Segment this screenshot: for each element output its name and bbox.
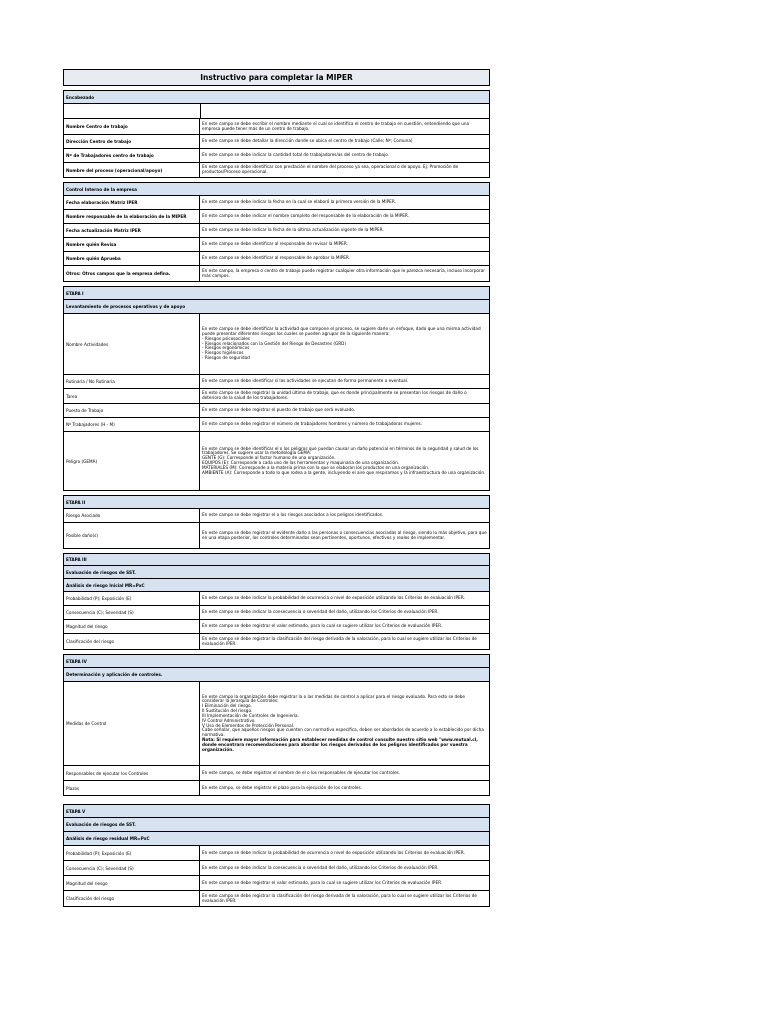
row-label: Posible daño(s) [64, 523, 200, 548]
table-row [63, 210, 490, 224]
table-row [63, 592, 490, 606]
row-label: Nº de Trabajadores centro de trabajo [64, 149, 200, 162]
table-row [63, 861, 490, 876]
row-label: Clasificación del riesgo [64, 891, 200, 906]
etapa-2-section [63, 495, 490, 549]
table-row [63, 682, 490, 766]
table-row [63, 620, 490, 634]
table-row [63, 252, 490, 266]
row-description: En este campo se debe identificar con prestación el nombre del proceso ya sea, operacional o de apoyo. Ej: Promoción de productos/Proceso operacional. [202, 164, 459, 174]
table-row [63, 266, 490, 282]
row-description: En este campo se debe identificar la actividad que compone el proceso, se sugiere darle un enfoque, dado que una misma actividad puede presentar diferentes riesgos los cuales se pueden agrupar de la siguiente manera: - Riesgos psicosociales - Riesgos relacionados con la Gestión del Riesgo de Desastres (GRD) - Riesgos ergonómicos - Riesgos higiénicos - Riesgos de seguridad [202, 326, 481, 361]
row-label: Fecha elaboración Matriz IPER [64, 196, 200, 209]
row-description: En este campo se debe indicar la fecha de la última actualización vigente de la MIPER. [202, 227, 384, 233]
row-label: Nombre responsable de la elaboración de la MIPER [64, 210, 200, 223]
table-row [63, 509, 490, 523]
row-label: Probabilidad (P); Exposición (E) [64, 592, 200, 605]
row-description [200, 682, 489, 765]
table-row [63, 432, 490, 491]
table-row [63, 523, 490, 549]
row-label: Consecuencia (C); Severidad (S) [64, 606, 200, 619]
row-description: En este campo se debe registrar el evidente daño a las personas o consecuencias asociadas al riesgo, siendo lo más objetivo, para que en una etapa posterior, los controles determinados sean pertinentes, oportunos, efectivos y reales de implementar. [202, 529, 487, 540]
row-description: En este campo se debe registrar el valor estimado, para lo cual se sugiere utilizar los Criterios de evaluación IPER. [202, 879, 443, 885]
table-row [63, 891, 490, 907]
etapa-3-section [63, 553, 490, 650]
row-label: Probabilidad (P); Exposición (E) [64, 846, 200, 860]
table-row [63, 418, 490, 432]
table-row [63, 196, 490, 210]
row-label: Nombre Actividades [64, 314, 200, 374]
section-header: Control Interno de la empresa [63, 182, 490, 196]
table-row [63, 149, 490, 163]
section-header: Encabezado [63, 90, 490, 104]
section-header: ETAPA III [63, 553, 490, 566]
row-label: Puesto de Trabajo [64, 404, 200, 417]
table-row [63, 634, 490, 650]
row-description: En este campo se debe indicar la consecuencia o severidad del daño, utilizando los Criterios de evaluación IPER. [202, 609, 439, 615]
row-label: Dirección Centro de trabajo [64, 135, 200, 148]
etapa-5-section [63, 804, 490, 907]
row-label: Nº Trabajadores (H - M) [64, 418, 200, 431]
row-description: En este campo se debe registrar la unidad última de trabajo, que es donde principalmente se presentan los riesgos de daño o deterioro de la salud de los trabajadores. [202, 390, 467, 400]
row-label: Tarea [64, 389, 200, 403]
section-header: ETAPA IV [63, 654, 490, 668]
row-label: Nombre quién Aprueba [64, 252, 200, 265]
row-description: En este campo se debe registrar el número de trabajadores hombres y número de trabajadoras mujeres. [202, 421, 423, 427]
section-header: ETAPA V [63, 804, 490, 818]
control-measures-note: Nota: Si requiere mayor información para establecer medidas de control consulte nuestro sitio web "www.mutual.cl, donde encontrara recomendaciones para abordar los riesgos derivados de los peligros identificados por vuestra organización. [202, 736, 478, 752]
row-label: Rutinaria / No Rutinaria [64, 375, 200, 388]
control-interno-section [63, 182, 490, 282]
row-label: Nombre Centro de trabajo [64, 119, 200, 134]
section-subheader: Análisis de riesgo residual MR=PxC [63, 832, 490, 846]
table-row [63, 404, 490, 418]
row-description: En este campo se debe registrar la clasificación del riesgo derivada de la valoración, para lo cual se sugiere utilizar los Criterios de evaluación IPER. [202, 635, 477, 646]
encabezado-section [63, 90, 490, 178]
blank-row [63, 104, 490, 119]
table-row [63, 135, 490, 149]
row-label: Fecha actualización Matriz IPER [64, 224, 200, 237]
row-label: Nombre del proceso (operacional/apoyo) [64, 163, 200, 177]
table-row [63, 375, 490, 389]
table-row [63, 766, 490, 781]
table-row [63, 119, 490, 135]
section-subheader: Levantamiento de procesos operativos y de apoyo [63, 300, 490, 314]
row-description: En este campo se debe escribir el nombre mediante el cual se identifica el centro de trabajo en cuestión, entendiendo que una empresa puede tener más de un centro de trabajo. [202, 120, 470, 131]
row-description: En este campo se debe registrar el puesto de trabajo que será evaluado. [202, 407, 356, 413]
row-description: En este campo se debe identificar al responsable de aprobar la MIPER. [202, 255, 350, 261]
row-label: Magnitud del riesgo [64, 876, 200, 890]
row-label: Clasificación del riesgo [64, 634, 200, 649]
section-header: ETAPA I [63, 286, 490, 300]
row-description: En este campo, se debe registrar el plazo para la ejecución de los controles. [202, 784, 362, 790]
row-description: En este campo se debe registrar el valor estimado, para lo cual se sugiere utilizar los Criterios de evaluación IPER. [202, 623, 443, 629]
row-description: En este campo se debe identificar si las actividades se ejecutan de forma permanente o eventual. [202, 378, 409, 384]
row-description: En este campo se debe indicar la consecuencia o severidad del daño, utilizando los Criterios de evaluación IPER. [202, 864, 439, 870]
row-label: Consecuencia (C); Severidad (S) [64, 861, 200, 875]
row-description: En este campo se debe indicar la probabilidad de ocurrencia o nivel de exposición utilizando los Criterios de evaluación IPER. [202, 595, 465, 601]
table-row [63, 606, 490, 620]
table-row [63, 238, 490, 252]
row-label: Responsables de ejecutar los Controles [64, 766, 200, 780]
section-header: ETAPA II [63, 495, 490, 509]
table-row [63, 389, 490, 404]
row-description: En este campo se debe identificar el o los peligros que puedan causar un daño potencial en términos de la seguridad y salud de los trabajadores. Se sugiere usar la metodología GEMA: GENTE (G): Corresponde al factor humano de una organización. EQUIPOS (E): Corresponde a cada uno de las herramientas y maquinaria de una organización. MATERIALES (M): Corresponde a la materia prima con la que se elaboran los productos en una organización. AMBIENTE (A): Corresponde a todo lo que rodea a la gente, incluyendo el aire que respiramos y la infraestructura de una organización. [202, 445, 486, 475]
row-description: En este campo se debe indicar la cantidad total de trabajadores/as del centro de trabajo. [202, 152, 390, 158]
section-subheader: Evaluación de riesgos de SST. [63, 566, 490, 579]
etapa-4-section [63, 654, 490, 796]
row-description: En este campo, la empresa o centro de trabajo puede registrar cualquier otra información que le parezca necesaria, incluso incorporar más campos. [202, 267, 485, 278]
row-description: En este campo se debe indicar la fecha en la cual se elaboró la primera versión de la MIPER. [202, 199, 396, 205]
table-row [63, 163, 490, 178]
row-label: Medidas de Control [64, 682, 200, 765]
row-label: Nombre quién Revisa [64, 238, 200, 251]
row-description: En este campo se debe registrar el o los riesgos asociados a los peligros identificados. [202, 512, 384, 518]
sheet-title: Instructivo para completar la MIPER [63, 69, 490, 86]
row-label: Otros: Otros campos que la empresa defina. [64, 266, 200, 281]
row-description: En este campo se debe indicar el nombre completo del responsable de la elaboración de la MIPER. [202, 213, 409, 219]
table-row [63, 224, 490, 238]
table-row [63, 846, 490, 861]
row-description: En este campo se debe indicar la probabilidad de ocurrencia o nivel de exposición utilizando los Criterios de evaluación IPER. [202, 849, 465, 855]
section-subheader: Evaluación de riesgos de SST. [63, 818, 490, 832]
row-description: En este campo se debe detallar la dirección donde se ubica el centro de trabajo (Calle; Nº; Comuna) [202, 138, 413, 144]
row-label: Riesgo Asociado [64, 509, 200, 522]
table-row [63, 314, 490, 375]
section-subheader: Determinación y aplicación de controles. [63, 668, 490, 682]
table-row [63, 781, 490, 796]
row-description: En este campo se debe identificar al responsable de revisar la MIPER. [202, 241, 348, 247]
row-label: Magnitud del riesgo [64, 620, 200, 633]
section-subheader: Análisis de riesgo Inicial MR=PxC [63, 579, 490, 592]
row-description: En este campo se debe registrar la clasificación del riesgo derivada de la valoración, para lo cual se sugiere utilizar los Criterios de evaluación IPER. [202, 892, 477, 903]
row-description: En este campo, se debe registrar el nombre de el o los responsables de ejecutar los controles. [202, 769, 401, 775]
miper-instructions-sheet [63, 69, 490, 907]
etapa-1-section [63, 286, 490, 491]
row-label: Plazos [64, 781, 200, 795]
control-measures-text: En este campo la organización debe registrar la o las medidas de control a aplicar para el riesgo evaluado. Para esto se debe considerar la Jerarquía de Controles: I Eliminación del riesgo. II Sustitución del riesgo. III Implementación de Controles de Ingeniería. IV Control Administrativo. V Uso de Elementos de Protección Personal. Cabe señalar, que aquellos riesgos que cuenten con normativa específica, deben ser abordados de acuerdo a lo establecido por dicha normativa. [202, 693, 484, 738]
table-row [63, 876, 490, 891]
row-label: Peligro (GEMA) [64, 432, 200, 490]
